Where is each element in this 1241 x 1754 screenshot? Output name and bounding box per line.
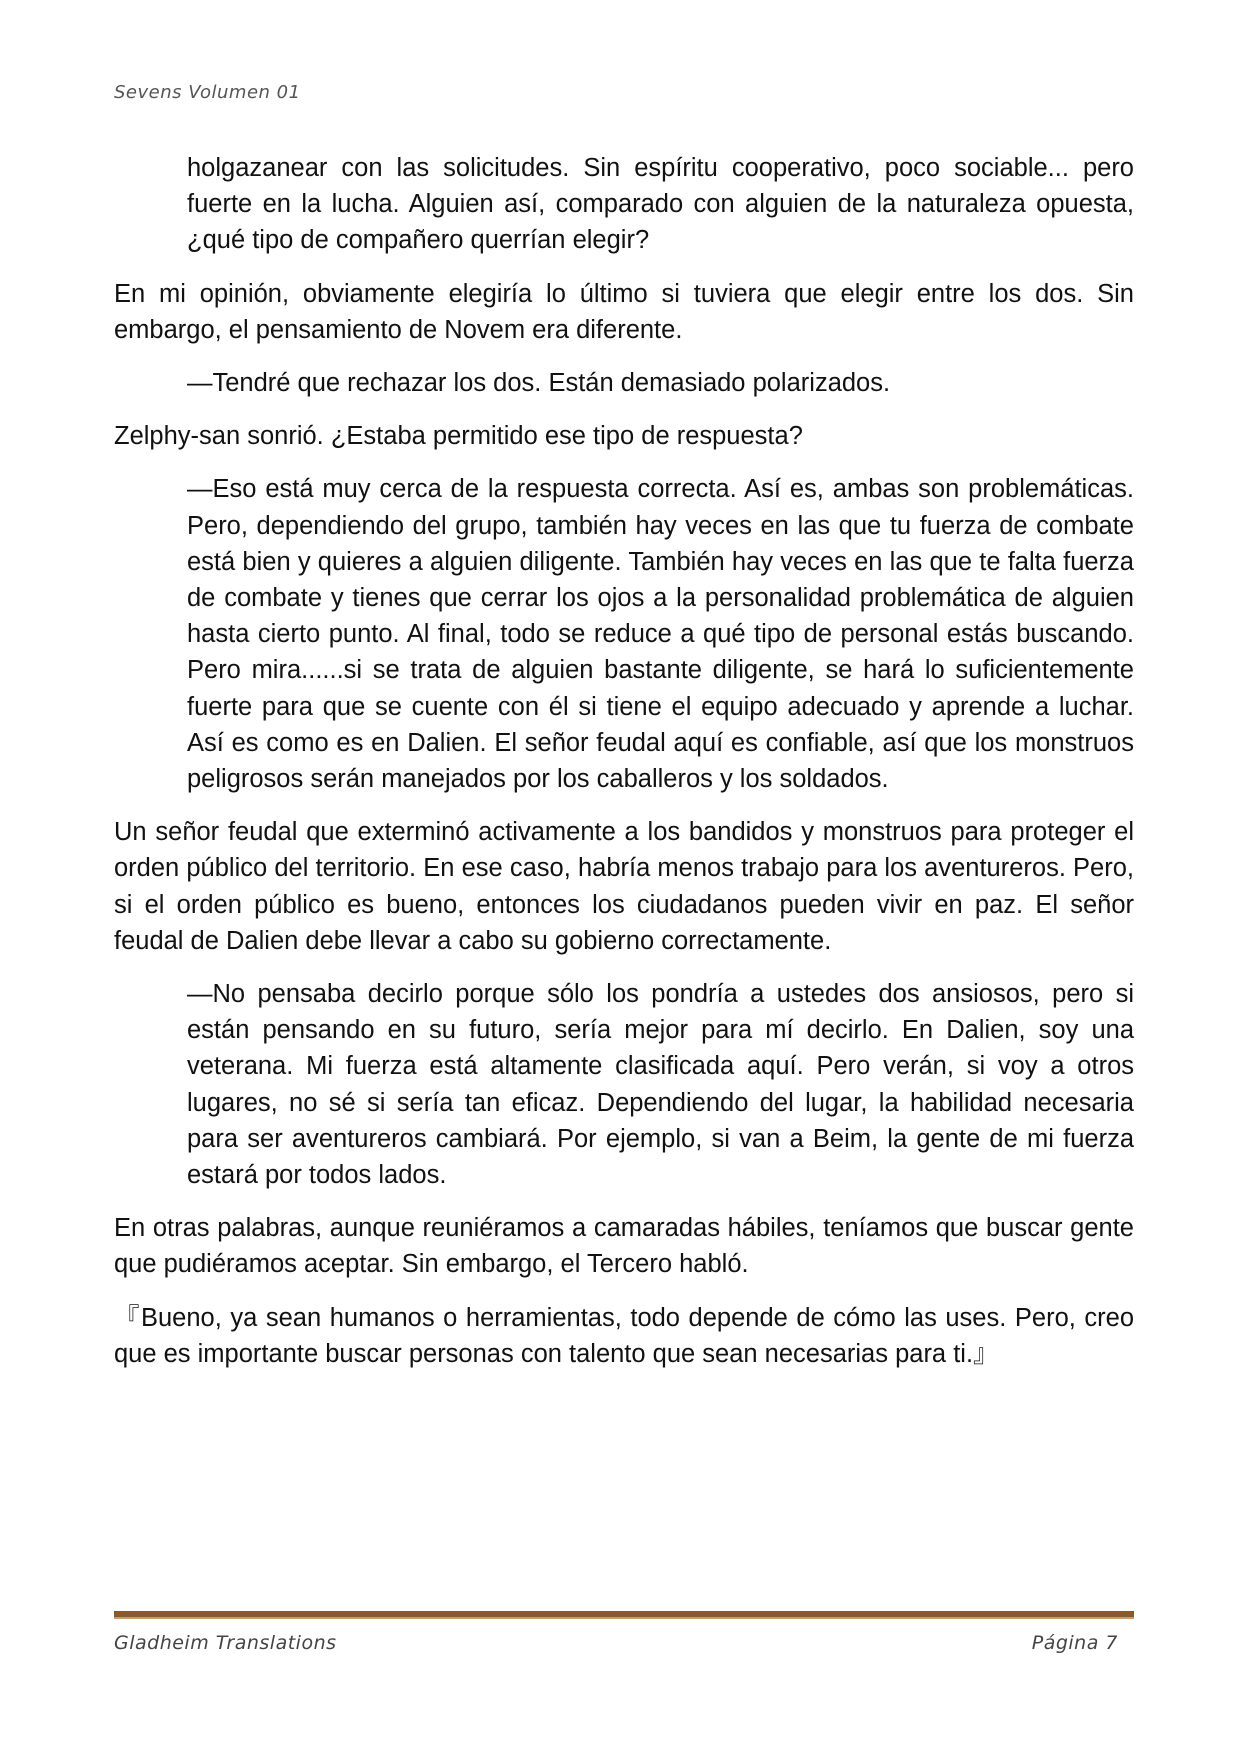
paragraph: Un señor feudal que exterminó activamente a los bandidos y monstruos para proteger el orden público del territorio. En ese caso, habría menos trabajo para los aventureros. Pero, si el orden público es bueno, entonces los ciudadanos pueden vivir en paz. El señor feudal de Dalien debe llevar a cabo su gobierno correctamente. [114,818,1134,955]
footer-divider [114,1611,1134,1619]
dialogue-paragraph: —No pensaba decirlo porque sólo los pondría a ustedes dos ansiosos, pero si están pensando en su futuro, sería mejor para mí decirlo. En Dalien, soy una veterana. Mi fuerza está altamente clasificada aquí. Pero verán, si voy a otros lugares, no sé si sería tan eficaz. Dependiendo del lugar, la habilidad necesaria para ser aventureros cambiará. Por ejemplo, si van a Beim, la gente de mi fuerza estará por todos lados. [187,980,1134,1190]
footer-publisher: Gladheim Translations [114,1632,337,1654]
dialogue-paragraph: —Tendré que rechazar los dos. Están demasiado polarizados. [187,369,891,398]
paragraph: En mi opinión, obviamente elegiría lo último si tuviera que elegir entre los dos. Sin embargo, el pensamiento de Novem era diferente. [114,279,1134,344]
footer-page-number: Página 7 [1031,1632,1118,1654]
paragraph: En otras palabras, aunque reuniéramos a camaradas hábiles, teníamos que buscar gente que pudiéramos aceptar. Sin embargo, el Tercero habló. [114,1214,1134,1279]
page-header-title: Sevens Volumen 01 [114,82,301,103]
quote-paragraph: 『Bueno, ya sean humanos o herramientas, todo depende de cómo las uses. Pero, creo que es importante buscar personas con talento que sean necesarias para ti.』 [114,1303,1134,1368]
dialogue-paragraph: —Eso está muy cerca de la respuesta correcta. Así es, ambas son problemáticas. Pero, dependiendo del grupo, también hay veces en las que tu fuerza de combate está bien y quieres a alguien diligente. También hay veces en las que te falta fuerza de combate y tienes que cerrar los ojos a la personalidad problemática de alguien hasta cierto punto. Al final, todo se reduce a qué tipo de personal estás buscando. Pero mira......si se trata de alguien bastante diligente, se hará lo suficientemente fuerte para que se cuente con él si tiene el equipo adecuado y aprende a luchar. Así es como es en Dalien. El señor feudal aquí es confiable, así que los monstruos peligrosos serán manejados por los caballeros y los soldados. [187,475,1134,794]
paragraph: holgazanear con las solicitudes. Sin espíritu cooperativo, poco sociable... pero fuerte en la lucha. Alguien así, comparado con alguien de la naturaleza opuesta, ¿qué tipo de compañero querrían elegir? [187,154,1134,255]
paragraph: Zelphy-san sonrió. ¿Estaba permitido ese tipo de respuesta? [114,422,803,451]
body-text [114,150,1134,1389]
